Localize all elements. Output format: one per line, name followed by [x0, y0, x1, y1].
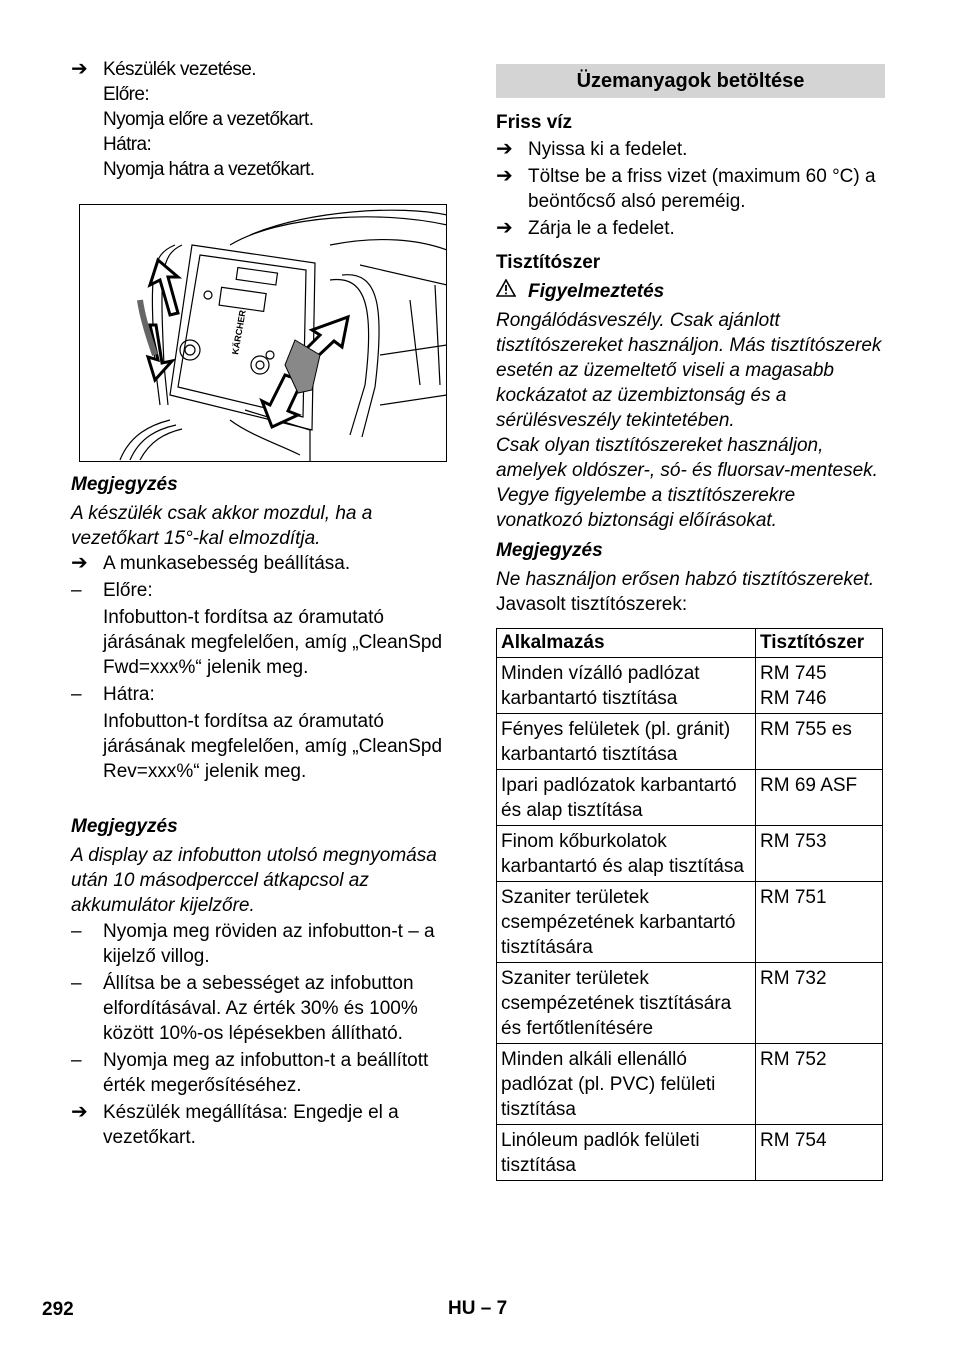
list-item	[71, 57, 455, 82]
page-number: 292	[42, 1299, 74, 1320]
table-row	[497, 826, 883, 882]
detergent-heading: Tisztítószer	[496, 252, 601, 273]
arrow-right-icon: ➔	[71, 552, 88, 574]
table-cell-application: Finom kőburkolatok karbantartó és alap tisztítása	[497, 826, 756, 882]
table-cell-detergent: RM 752	[756, 1044, 883, 1125]
warning-row	[496, 279, 885, 304]
step-text: Töltse be a friss vizet (maximum 60 °C) a beöntőcső alsó pereméig.	[528, 166, 876, 212]
note1-heading: Megjegyzés	[71, 474, 178, 495]
table-row	[497, 1044, 883, 1125]
list-item	[71, 919, 455, 969]
list-item	[71, 551, 455, 576]
speed-forward-label: Előre:	[103, 580, 153, 601]
table-cell-detergent: RM 751	[756, 882, 883, 963]
note-heading: Megjegyzés	[496, 540, 603, 561]
right-column	[496, 57, 885, 1181]
step-text: Állítsa be a sebességet az infobutton elfordításával. Az érték 30% és 100% között 10%-os lépésekben állítható.	[103, 973, 418, 1044]
note-text: Ne használjon erősen habzó tisztítószereket.	[496, 569, 875, 590]
table-row	[497, 714, 883, 770]
warning-triangle-icon	[496, 279, 522, 304]
table-cell-application: Fényes felületek (pl. gránit) karbantartó tisztítása	[497, 714, 756, 770]
steering-forward-label: Előre:	[103, 84, 150, 105]
note2-text: A display az infobutton utolsó megnyomása után 10 másodperccel átkapcsol az akkumulátor kijelzőre.	[71, 845, 437, 916]
table-cell-detergent: RM 745 RM 746	[756, 658, 883, 714]
dash-bullet: –	[71, 1050, 82, 1071]
steering-forward-text: Nyomja előre a vezetőkart.	[103, 109, 314, 130]
speed-title: A munkasebesség beállítása.	[103, 553, 351, 574]
left-column	[71, 57, 455, 1150]
warning-text: Vegye figyelembe a tisztítószerekre vonatkozó biztonsági előírásokat.	[496, 485, 796, 531]
dash-bullet: –	[71, 921, 82, 942]
language-page-label: HU – 7	[448, 1298, 508, 1319]
brand-logo-text: KÄRCHER	[230, 309, 248, 356]
table-row	[497, 658, 883, 714]
dash-bullet: –	[71, 684, 82, 705]
speed-forward-text: Infobutton-t fordítsa az óramutató járásának megfelelően, amíg „CleanSpd Fwd=xxx%“ jelenik meg.	[103, 607, 443, 678]
list-item	[71, 578, 455, 603]
warning-text: Rongálódásveszély. Csak ajánlott tisztítószereket használjon. Más tisztítószerek esetén az üzemeltető viseli a magasabb kockázatot az üzembiztonság és a sérülésveszély tekintetében.	[496, 310, 882, 431]
list-item	[496, 216, 885, 241]
table-cell-application: Szaniter területek csempézetének karbantartó tisztítására	[497, 882, 756, 963]
note1-text: A készülék csak akkor mozdul, ha a vezetőkart 15°-kal elmozdítja.	[71, 503, 373, 549]
step-text: Nyissa ki a fedelet.	[528, 139, 688, 160]
speed-back-label: Hátra:	[103, 684, 155, 705]
table-cell-application: Szaniter területek csempézetének tisztítására és fertőtlenítésére	[497, 963, 756, 1044]
steering-back-text: Nyomja hátra a vezetőkart.	[103, 159, 315, 180]
arrow-right-icon: ➔	[71, 1101, 88, 1123]
dash-bullet: –	[71, 973, 82, 994]
table-row	[497, 882, 883, 963]
table-header: Alkalmazás	[497, 629, 756, 658]
warning-text: Csak olyan tisztítószereket használjon, amelyek oldószer-, só- és fluorsav-mentesek.	[496, 435, 878, 481]
arrow-right-icon: ➔	[71, 58, 88, 80]
arrow-right-icon: ➔	[496, 217, 513, 239]
table-cell-application: Ipari padlózatok karbantartó és alap tisztítása	[497, 770, 756, 826]
list-item	[71, 971, 455, 1046]
table-cell-detergent: RM 755 es	[756, 714, 883, 770]
speed-back-text: Infobutton-t fordítsa az óramutató járásának megfelelően, amíg „CleanSpd Rev=xxx%“ jelenik meg.	[103, 711, 443, 782]
table-cell-application: Minden alkáli ellenálló padlózat (pl. PVC) felületi tisztítása	[497, 1044, 756, 1125]
table-cell-detergent: RM 69 ASF	[756, 770, 883, 826]
list-item	[496, 137, 885, 162]
control-panel-illustration	[79, 204, 447, 462]
arrow-right-icon: ➔	[496, 165, 513, 187]
table-cell-detergent: RM 754	[756, 1125, 883, 1181]
arrow-right-icon: ➔	[496, 138, 513, 160]
steering-title: Készülék vezetése.	[103, 59, 256, 80]
dash-bullet: –	[71, 580, 82, 601]
table-cell-application: Linóleum padlók felületi tisztítása	[497, 1125, 756, 1181]
table-row	[497, 770, 883, 826]
list-item	[496, 164, 885, 214]
warning-heading: Figyelmeztetés	[528, 281, 665, 302]
step-text: Nyomja meg az infobutton-t a beállított érték megerősítéséhez.	[103, 1050, 429, 1096]
note2-heading: Megjegyzés	[71, 816, 178, 837]
step-text: Nyomja meg röviden az infobutton-t – a kijelző villog.	[103, 921, 435, 967]
detergent-table	[496, 628, 883, 1181]
list-item	[71, 1048, 455, 1098]
table-row	[497, 1125, 883, 1181]
table-header-row	[497, 629, 883, 658]
table-cell-detergent: RM 753	[756, 826, 883, 882]
list-item	[71, 1100, 455, 1150]
list-item	[71, 682, 455, 707]
stop-text: Készülék megállítása: Engedje el a vezetőkart.	[103, 1102, 399, 1148]
table-row	[497, 963, 883, 1044]
table-cell-detergent: RM 732	[756, 963, 883, 1044]
recommended-label: Javasolt tisztítószerek:	[496, 594, 688, 615]
table-cell-application: Minden vízálló padlózat karbantartó tisztítása	[497, 658, 756, 714]
section-title: Üzemanyagok betöltése	[496, 64, 885, 98]
fresh-water-heading: Friss víz	[496, 112, 573, 133]
table-header: Tisztítószer	[756, 629, 883, 658]
step-text: Zárja le a fedelet.	[528, 218, 675, 239]
steering-back-label: Hátra:	[103, 134, 152, 155]
